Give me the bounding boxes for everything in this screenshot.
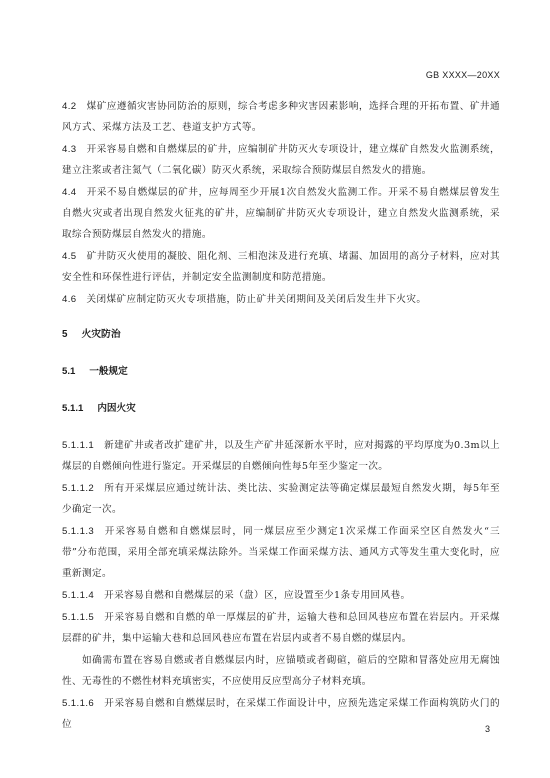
clause-number: 5.1.1.1: [62, 440, 95, 451]
clause-text: 煤矿应遵循灾害协同防治的原则，综合考虑多种灾害因素影响，选择合理的开拓布置、矿井通风方式、采煤方法及工艺、巷道支护方式等。: [62, 101, 500, 133]
document-body: [62, 96, 500, 736]
section-5-1-heading: [62, 361, 500, 382]
clause-number: 4.3: [62, 144, 77, 155]
section-number: 5: [62, 329, 68, 340]
clause-4-5: [62, 246, 500, 288]
page-number: 3: [484, 724, 490, 734]
clause-text: 新建矿井或者改扩建矿井，以及生产矿井延深新水平时，应对揭露的平均厚度为0.3m以上煤层的自燃倾向性进行鉴定。开采煤层的自燃倾向性每5年至少鉴定一次。: [62, 440, 500, 472]
clause-text: 所有开采煤层应通过统计法、类比法、实验测定法等确定煤层最短自然发火期，每5年至少确定一次。: [62, 483, 500, 515]
clause-text: 开采容易自燃和自燃煤层的采（盘）区，应设置至少1条专用回风巷。: [104, 590, 411, 601]
clause-number: 4.6: [62, 294, 77, 305]
section-number: 5.1.1: [62, 403, 84, 414]
clause-text: 开采容易自燃和自燃煤层时，在采煤工作面设计中，应预先选定采煤工作面构筑防火门的位: [62, 698, 500, 730]
clause-text: 开采容易自燃和自燃煤层的矿井，应编制矿井防灭火专项设计，建立煤矿自然发火监测系统，建立注浆或者注氮气（二氧化碳）防灭火系统，采取综合预防煤层自然发火的措施。: [62, 144, 500, 176]
clause-4-2: [62, 96, 500, 138]
clause-4-6: [62, 289, 500, 310]
clause-4-4: [62, 182, 500, 245]
section-title: 一般规定: [89, 366, 128, 377]
clause-text: 开采容易自燃和自燃的单一厚煤层的矿井，运输大巷和总回风巷应布置在岩层内。开采煤层群的矿井，集中运输大巷和总回风巷应布置在岩层内或者不易自燃的煤层内。: [62, 612, 500, 644]
section-title: 内因火灾: [97, 403, 136, 414]
standard-code-header: GB XXXX—20XX: [425, 70, 500, 80]
clause-text: 开采容易自燃和自燃煤层时，同一煤层应至少测定1次采煤工作面采空区自然发火“三带”分布范围，采用全部充填采煤法除外。当采煤工作面采煤方法、通风方式等发生重大变化时，应重新测定。: [62, 526, 500, 579]
clause-5-1-1-5: [62, 607, 500, 649]
clause-number: 5.1.1.3: [62, 526, 95, 537]
clause-number: 5.1.1.6: [62, 698, 95, 709]
clause-text: 关闭煤矿应制定防灭火专项措施，防止矿井关闭期间及关闭后发生井下火灾。: [86, 294, 427, 305]
clause-number: 4.5: [62, 251, 77, 262]
clause-text: 矿井防灭火使用的凝胶、阻化剂、三相泡沫及进行充填、堵漏、加固用的高分子材料，应对其安全性和环保性进行评估，并制定安全监测制度和防范措施。: [62, 251, 500, 283]
note-paragraph: 如确需布置在容易自燃或者自燃煤层内时，应锚喷或者砌碹，碹后的空隙和冒落处应用无腐蚀性、无毒性的不燃性材料充填密实，不应使用反应型高分子材料充填。: [62, 655, 500, 687]
section-title: 火灾防治: [81, 329, 121, 340]
clause-5-1-1-3: [62, 521, 500, 584]
clause-5-1-1-2: [62, 478, 500, 520]
section-5-1-1-heading: [62, 398, 500, 419]
clause-number: 5.1.1.4: [62, 590, 95, 601]
clause-number: 4.2: [62, 101, 77, 112]
clause-number: 5.1.1.2: [62, 483, 95, 494]
section-number: 5.1: [62, 366, 76, 377]
clause-number: 4.4: [62, 187, 77, 198]
clause-number: 5.1.1.5: [62, 612, 95, 623]
clause-4-3: [62, 139, 500, 181]
clause-5-1-1-1: [62, 435, 500, 477]
clause-text: 开采不易自燃煤层的矿井，应每周至少开展1次自然发火监测工作。开采不易自燃煤层曾发生自燃火灾或者出现自然发火征兆的矿井，应编制矿井防灭火专项设计，建立自然发火监测系统，采取综合预防煤层自然发火的措施。: [62, 187, 500, 240]
clause-5-1-1-6: [62, 693, 500, 735]
clause-5-1-1-4: [62, 585, 500, 606]
section-5-heading: [62, 324, 500, 345]
